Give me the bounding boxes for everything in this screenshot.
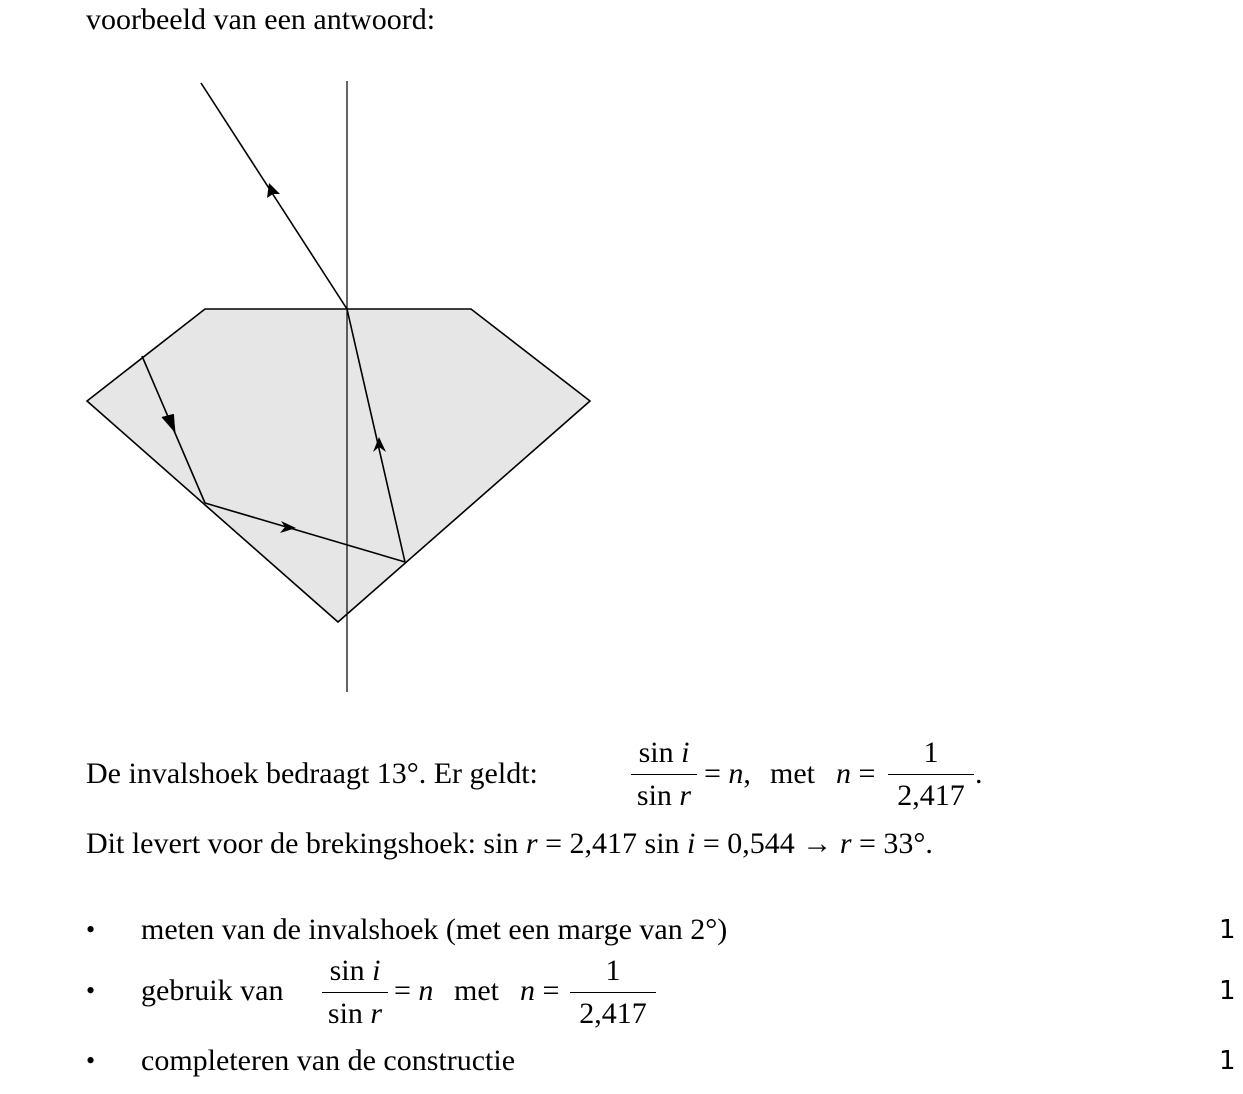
met-word: met [770, 757, 815, 790]
equals-n: = n, [704, 757, 751, 790]
fraction-denominator: sin r [327, 997, 383, 1030]
period: . [975, 757, 983, 790]
criterion-1-points: 1 [1219, 915, 1236, 945]
snell-fraction [631, 738, 697, 811]
fraction-bar [322, 992, 388, 993]
prism [87, 309, 590, 622]
answer-heading: voorbeeld van een antwoord: [86, 3, 436, 36]
explanation-line-2: Dit levert voor de brekingshoek: sin r = 2,417 sin i = 0,544 → r = 33°. [86, 827, 933, 860]
index-fraction [888, 738, 974, 811]
n-equals: n = [836, 757, 876, 790]
met-word: met [454, 974, 499, 1007]
criterion-2-points: 1 [1219, 976, 1236, 1006]
bullet: • [86, 1046, 96, 1075]
fraction-bar [570, 992, 656, 993]
fraction-denominator: 2,417 [897, 779, 965, 812]
fraction-numerator: sin i [329, 954, 381, 987]
fraction-denominator: sin r [636, 779, 692, 812]
fraction-bar [888, 774, 974, 775]
fraction-numerator: 1 [605, 954, 621, 987]
bullet: • [86, 915, 96, 944]
fraction-bar [631, 774, 697, 775]
criterion-2-text: gebruik van [141, 974, 284, 1007]
snell-fraction [322, 956, 388, 1029]
ray-outgoing [201, 83, 347, 309]
equals-n: = n [394, 974, 434, 1007]
fraction-numerator: 1 [923, 736, 939, 769]
n-equals: n = [520, 974, 560, 1007]
criterion-3-text: completeren van de constructie [141, 1044, 516, 1077]
criterion-1-text: meten van de invalshoek (met een marge van 2°) [141, 913, 728, 946]
explanation-line-1: De invalshoek bedraagt 13°. Er geldt: [86, 757, 538, 790]
fraction-numerator: sin i [638, 736, 690, 769]
index-fraction [570, 956, 656, 1029]
fraction-denominator: 2,417 [579, 997, 647, 1030]
bullet: • [86, 976, 96, 1005]
criterion-3-points: 1 [1219, 1046, 1236, 1076]
